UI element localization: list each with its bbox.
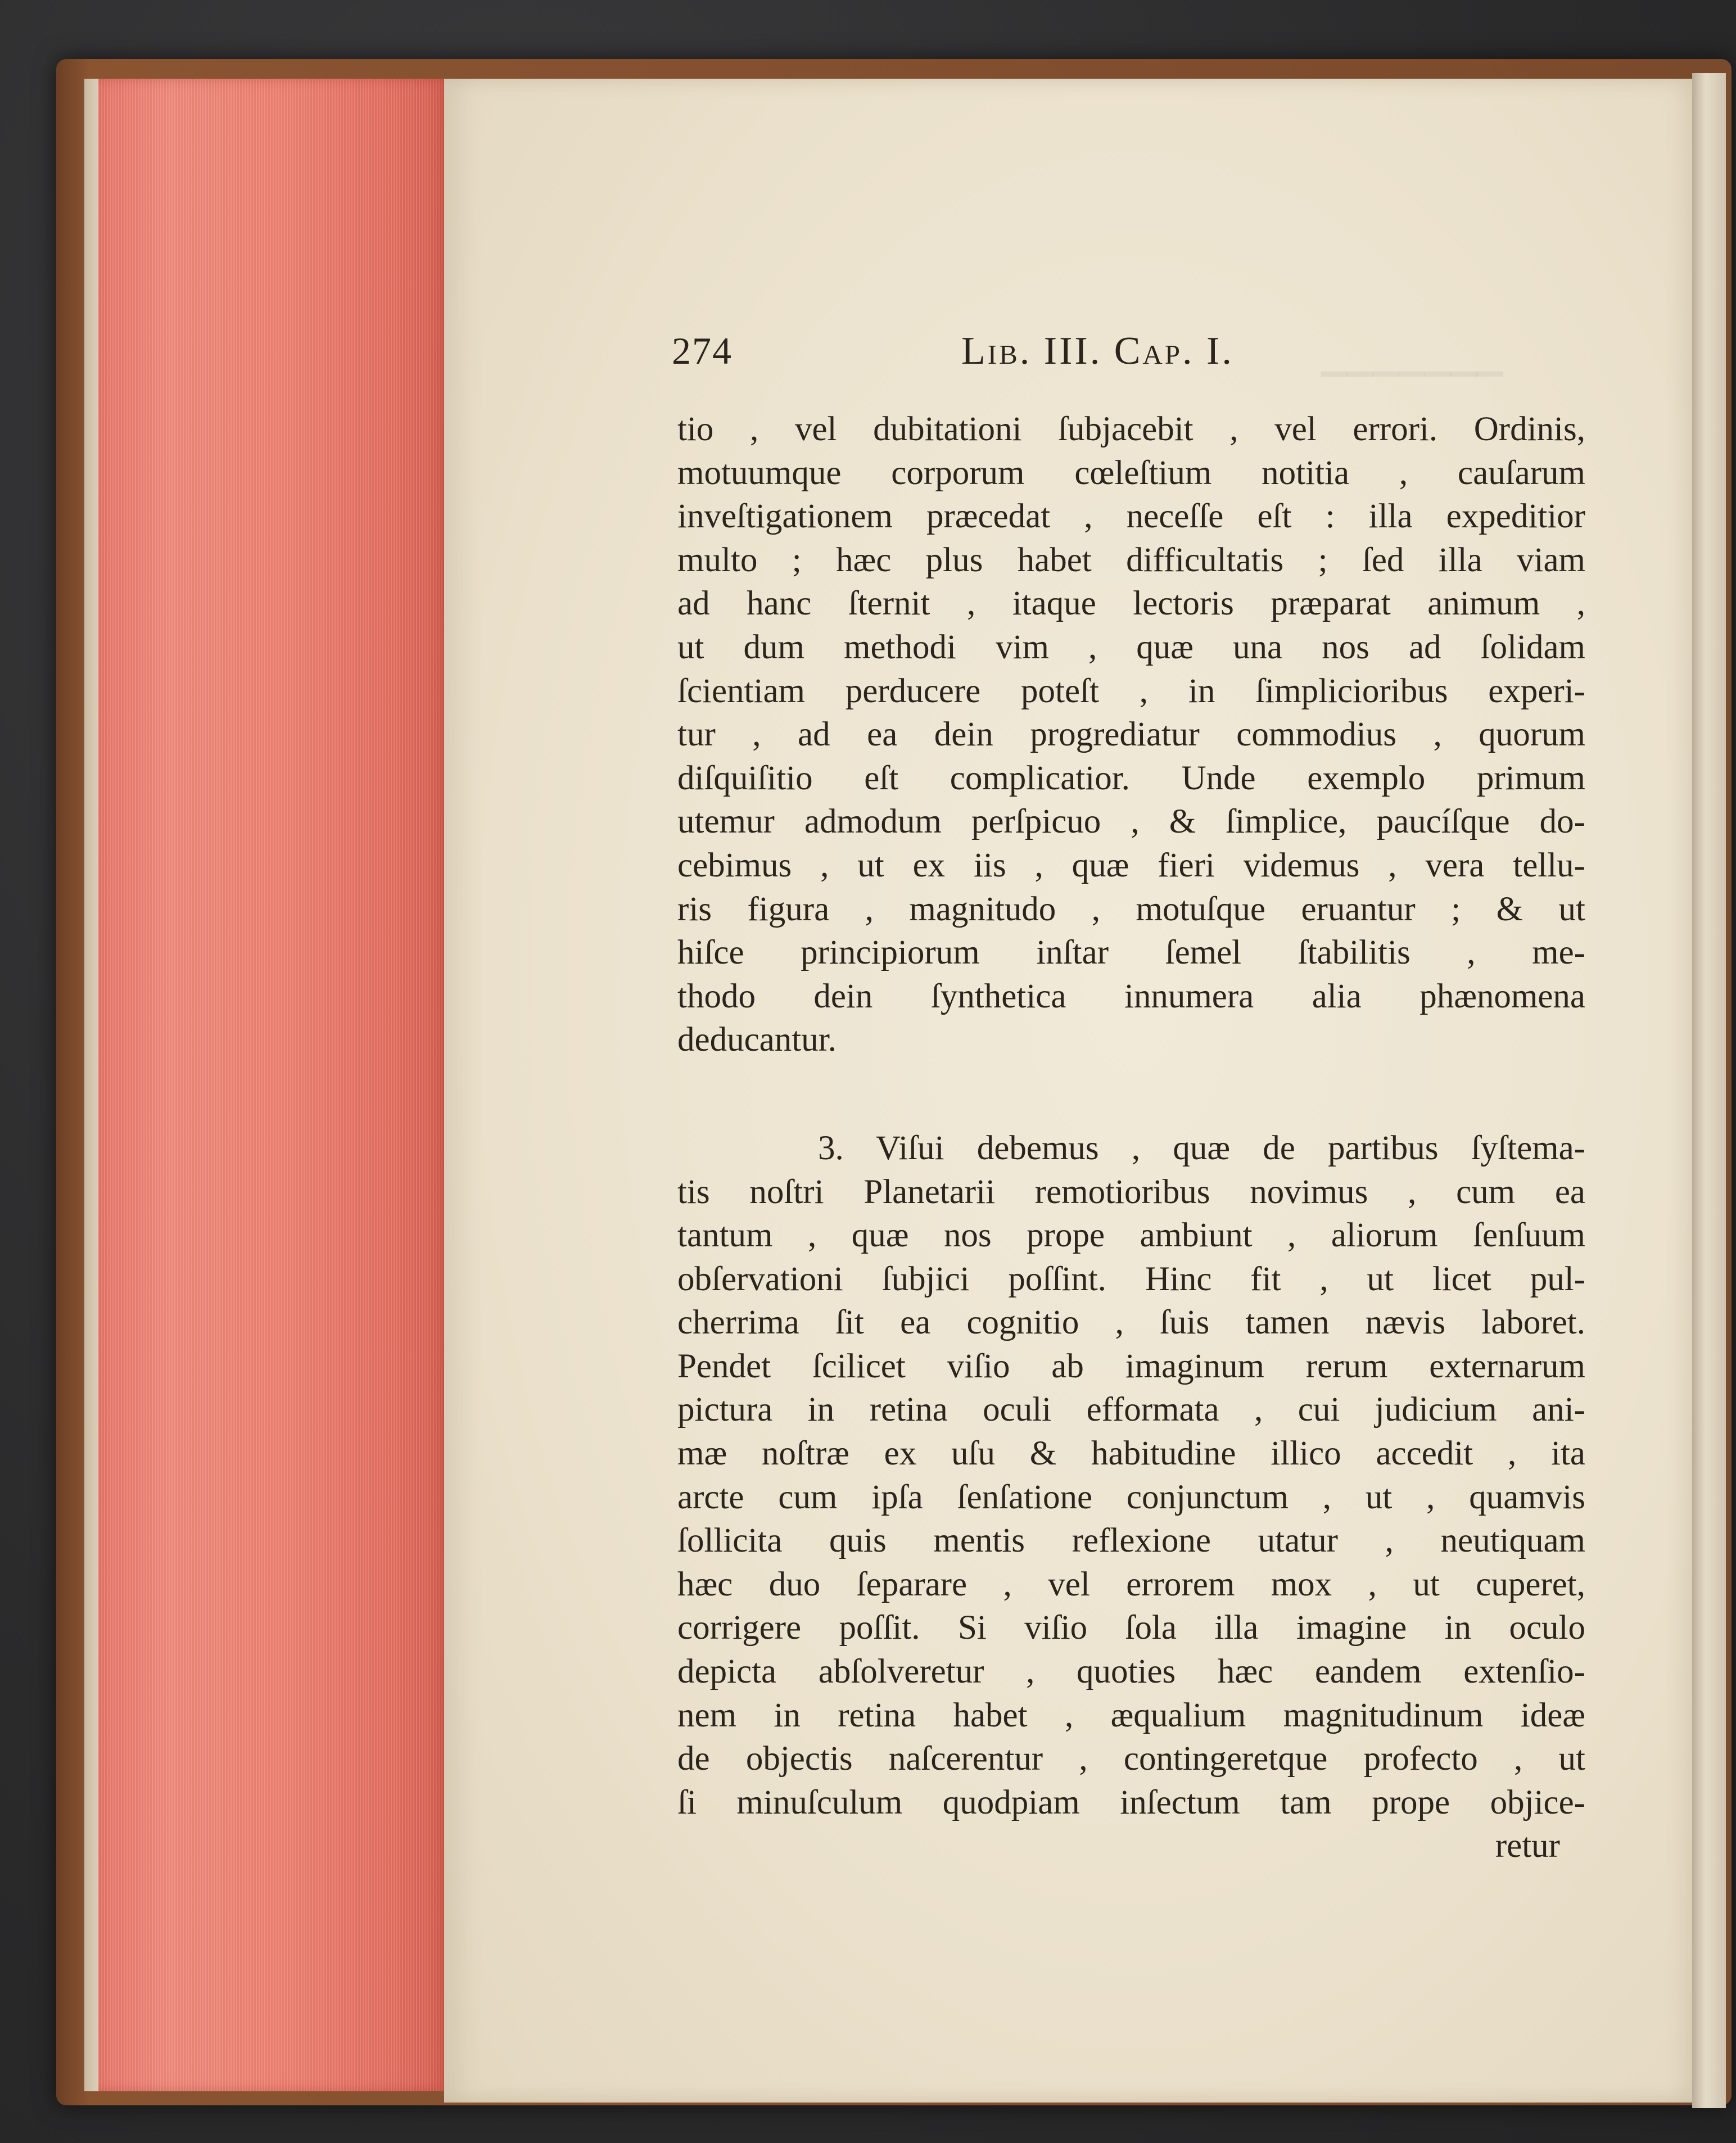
text-line: pictura in retina oculi efformata , cui judicium ani-: [677, 1391, 1585, 1429]
text-line: de objectis naſcerentur , contingeretque profecto , ut: [677, 1740, 1585, 1778]
page-number: 274: [672, 329, 733, 372]
text-line: tur , ad ea dein progrediatur commodius , quorum: [677, 716, 1585, 754]
text-line: cebimus , ut ex iis , quæ fieri videmus , vera tellu-: [677, 846, 1585, 884]
text-line: ris figura , magnitudo , motuſque eruantur ; & ut: [677, 890, 1585, 928]
text-line: Pendet ſcilicet viſio ab imaginum rerum externarum: [677, 1347, 1585, 1385]
paragraph-2: [677, 1127, 1585, 1825]
text-line: hæc duo ſeparare , vel errorem mox , ut cuperet,: [677, 1565, 1585, 1603]
catchword-row: [677, 1824, 1585, 1868]
text-line: corrigere poſſit. Si viſio ſola illa imagine in oculo: [677, 1609, 1585, 1647]
text-line: 3. Viſui debemus , quæ de partibus ſyſtema-: [818, 1129, 1585, 1167]
catchword: retur: [1495, 1827, 1560, 1865]
text-line: cherrima ſit ea cognitio , ſuis tamen nævis laboret.: [677, 1304, 1585, 1342]
running-head: Lib. III. Cap. I.: [961, 329, 1234, 373]
text-line: ad hanc ſternit , itaque lectoris præparat animum ,: [677, 585, 1585, 623]
text-line: tio , vel dubitationi ſubjacebit , vel errori. Ordinis,: [677, 410, 1585, 448]
paragraph-gap: [677, 1062, 1585, 1127]
text-line: ſollicita quis mentis reflexione utatur , neutiquam: [677, 1522, 1585, 1560]
page-header: [672, 329, 1549, 374]
body-text: [677, 408, 1585, 1868]
text-line: tantum , quæ nos prope ambiunt , aliorum ſenſuum: [677, 1217, 1585, 1255]
text-line: ut dum methodi vim , quæ una nos ad ſolidam: [677, 628, 1585, 666]
text-line: nem in retina habet , æqualium magnitudinum ideæ: [677, 1696, 1585, 1734]
text-line: multo ; hæc plus habet difficultatis ; ſed illa viam: [677, 541, 1585, 579]
text-line: tis noſtri Planetarii remotioribus novimus , cum ea: [677, 1173, 1585, 1211]
text-line: inveſtigationem præcedat , neceſſe eſt : illa expeditior: [677, 498, 1585, 536]
text-line: hiſce principiorum inſtar ſemel ſtabilitis , me-: [677, 934, 1585, 972]
text-line: depicta abſolveretur , quoties hæc eandem extenſio-: [677, 1653, 1585, 1691]
text-line: obſervationi ſubjici poſſint. Hinc fit , ut licet pul-: [677, 1260, 1585, 1298]
text-line: deducantur.: [677, 1021, 837, 1059]
text-line: utemur admodum perſpicuo , & ſimplice, paucíſque do-: [677, 803, 1585, 841]
text-line: ſi minuſculum quodpiam inſectum tam prope objice-: [677, 1783, 1585, 1821]
text-line: diſquiſitio eſt complicatior. Unde exemplo primum: [677, 759, 1585, 797]
text-line: mæ noſtræ ex uſu & habitudine illico accedit , ita: [677, 1435, 1585, 1473]
red-page-edges: [98, 79, 447, 2091]
text-line: motuumque corporum cœleſtium notitia , cauſarum: [677, 454, 1585, 492]
text-line: arcte cum ipſa ſenſatione conjunctum , ut , quamvis: [677, 1478, 1585, 1516]
paragraph-1: [677, 408, 1585, 1062]
text-line: ſcientiam perducere poteſt , in ſimplicioribus experi-: [677, 672, 1585, 710]
text-line: thodo dein ſynthetica innumera alia phænomena: [677, 977, 1585, 1015]
facing-page-edge: [1692, 73, 1726, 2108]
